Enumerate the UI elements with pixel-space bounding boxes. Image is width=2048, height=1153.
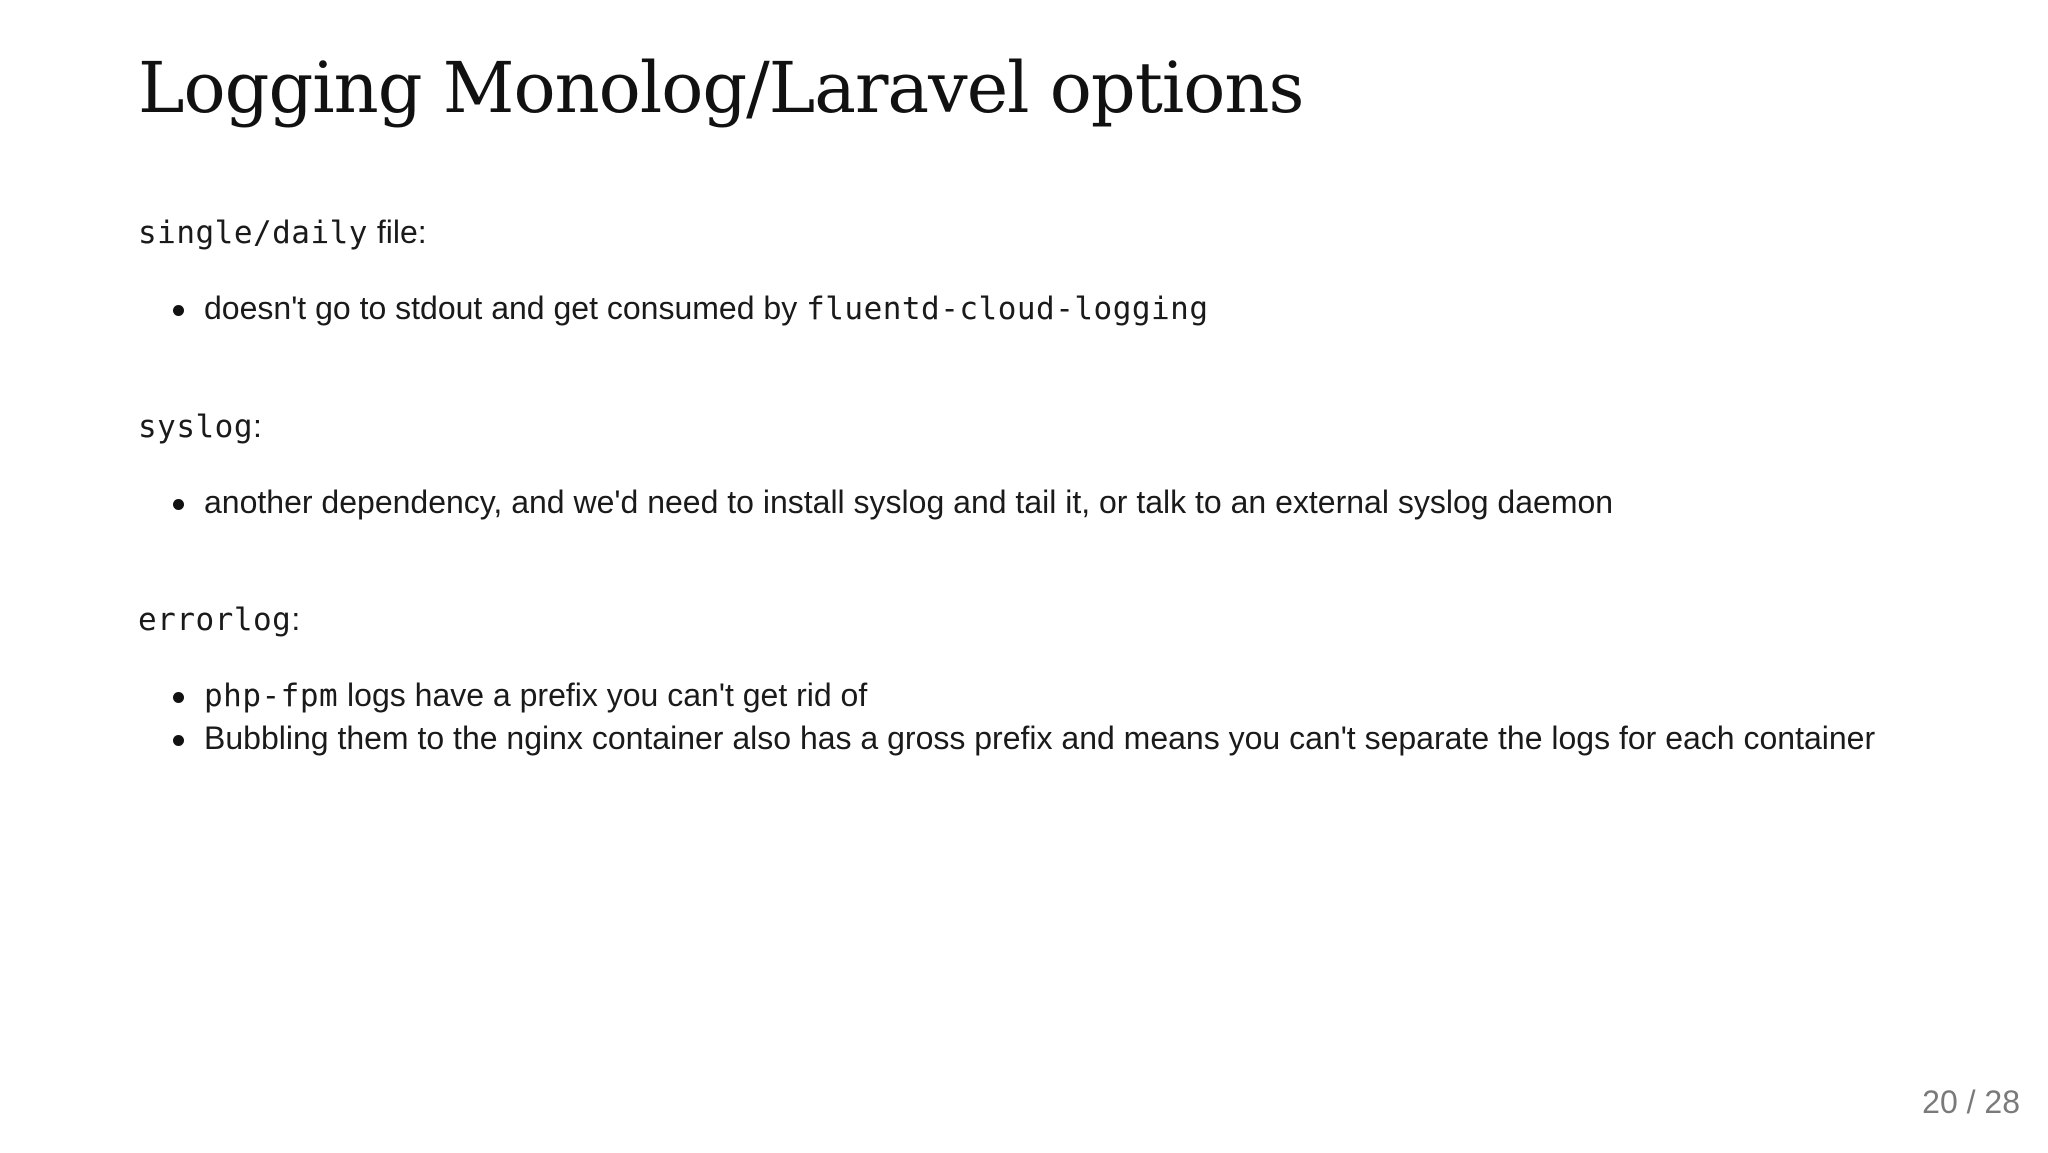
code-single-daily: single/daily xyxy=(138,215,368,251)
section-heading-suffix: : xyxy=(291,601,301,637)
code-php-fpm: php-fpm xyxy=(204,678,339,714)
list-item xyxy=(204,674,1910,717)
bullet-text: another dependency, and we'd need to install syslog and tail it, or talk to an external syslog daemon xyxy=(204,484,1614,520)
section-heading-single-daily xyxy=(138,210,1910,255)
slide-title: Logging Monolog/Laravel options xyxy=(138,47,1304,129)
code-syslog: syslog xyxy=(138,409,253,445)
list-item xyxy=(204,481,1910,523)
bullet-text: doesn't go to stdout and get consumed by xyxy=(204,290,807,326)
slide-counter xyxy=(1922,1084,2020,1121)
code-fluentd-cloud-logging: fluentd-cloud-logging xyxy=(806,291,1209,327)
bullet-text: logs have a prefix you can't get rid of xyxy=(338,677,868,713)
list-item xyxy=(204,717,1910,759)
section-heading-suffix: file: xyxy=(367,214,427,250)
section-heading-suffix: : xyxy=(252,408,262,444)
bullet-list-errorlog xyxy=(138,674,1910,759)
section-heading-errorlog xyxy=(138,597,1910,642)
code-errorlog: errorlog xyxy=(138,602,292,638)
list-item xyxy=(204,287,1910,330)
bullet-text: Bubbling them to the nginx container also has a gross prefix and means you can't separate the logs for each container xyxy=(204,720,1876,756)
bullet-list-syslog xyxy=(138,481,1910,523)
section-heading-syslog xyxy=(138,404,1910,449)
bullet-list-single-daily xyxy=(138,287,1910,330)
slide-counter-current: 20 xyxy=(1922,1084,1958,1120)
slide-counter-separator: / xyxy=(1957,1084,1985,1120)
slide-counter-total: 28 xyxy=(1984,1084,2020,1120)
